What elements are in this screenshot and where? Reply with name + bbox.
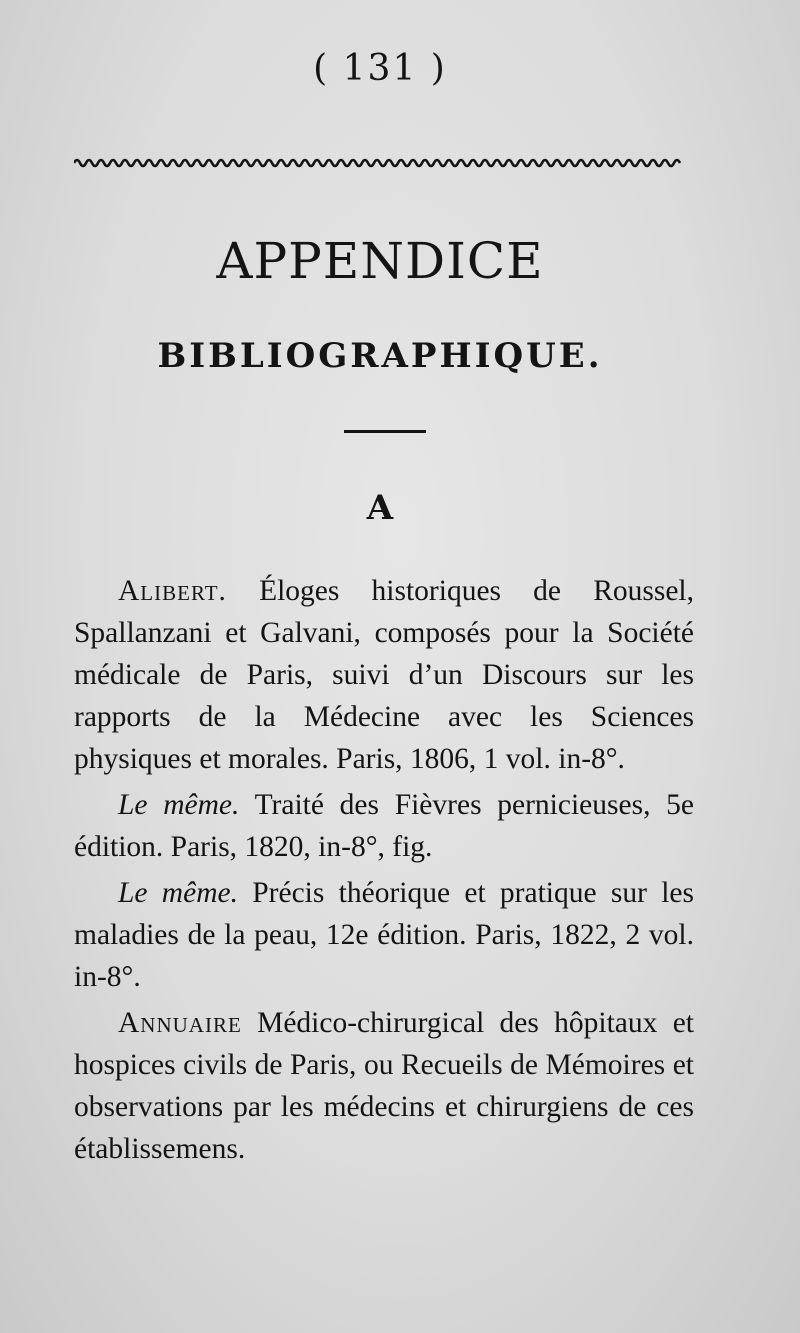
entry-author: Annuaire	[118, 1007, 242, 1039]
title-divider	[344, 430, 426, 433]
ornamental-wavy-rule	[74, 156, 682, 170]
bibliography-entry	[74, 1002, 694, 1170]
bibliography-entry	[74, 784, 694, 868]
bibliography-entry	[74, 872, 694, 998]
entry-text: Précis théorique et pratique sur les maladies de la peau, 12e édition. Paris, 1822, 2 vol. in-8°.	[74, 877, 694, 993]
entry-author: Le même.	[118, 789, 240, 821]
page-title: APPENDICE	[216, 232, 544, 290]
section-letter: A	[366, 488, 394, 528]
bibliography-entries	[74, 570, 694, 1174]
entry-author: Le même.	[118, 877, 238, 909]
page-subtitle: BIBLIOGRAPHIQUE.	[157, 336, 603, 376]
entry-author: Alibert.	[118, 575, 227, 607]
page-number: ( 131 )	[313, 48, 447, 89]
bibliography-entry	[74, 570, 694, 780]
entry-text: Médico-chirurgical des hôpitaux et hospices civils de Paris, ou Recueils de Mémoires et observations par les médecins et chirurgiens de ces établissemens.	[74, 1007, 694, 1165]
entry-text: Éloges historiques de Roussel, Spallanzani et Galvani, composés pour la Société médicale de Paris, suivi d’un Discours sur les rapports de la Médecine avec les Sciences physiques et morales. Paris, 1806, 1 vol. in-8°.	[74, 575, 694, 775]
entry-text: Traité des Fièvres pernicieuses, 5e édition. Paris, 1820, in-8°, fig.	[74, 789, 694, 863]
